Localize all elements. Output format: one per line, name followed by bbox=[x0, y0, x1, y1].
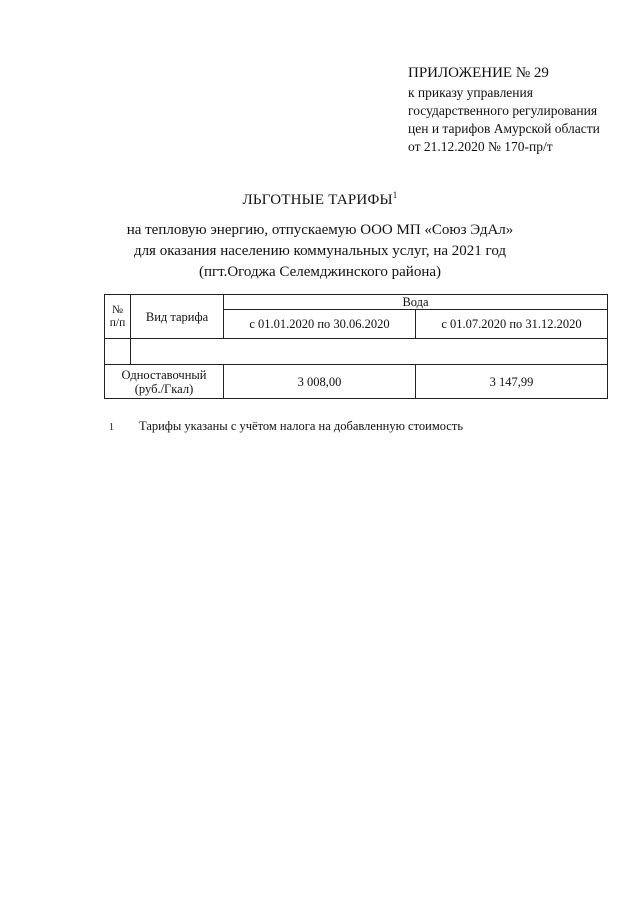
footnote-text: Тарифы указаны с учётом налога на добавленную стоимость bbox=[139, 419, 464, 433]
document-title-text: ЛЬГОТНЫЕ ТАРИФЫ bbox=[242, 192, 393, 208]
document-title bbox=[0, 190, 640, 209]
spacer-cell bbox=[105, 339, 131, 365]
spacer-cell bbox=[131, 339, 608, 365]
footnote bbox=[109, 419, 463, 434]
appendix-title: ПРИЛОЖЕНИЕ № 29 bbox=[408, 65, 549, 81]
subtitle-line: для оказания населению коммунальных услуг, на 2021 год bbox=[133, 243, 507, 259]
row-value-period-1: 3 008,00 bbox=[224, 365, 416, 399]
row-value-period-2: 3 147,99 bbox=[416, 365, 608, 399]
tariff-table bbox=[104, 294, 608, 399]
header-num: № п/п bbox=[105, 295, 131, 339]
header-period-1: с 01.01.2020 по 30.06.2020 bbox=[224, 310, 416, 339]
header-period-2: с 01.07.2020 по 31.12.2020 bbox=[416, 310, 608, 339]
header-water: Вода bbox=[224, 295, 608, 310]
title-footnote-mark: 1 bbox=[392, 190, 398, 200]
header-tariff-type: Вид тарифа bbox=[131, 295, 224, 339]
appendix-block bbox=[408, 64, 636, 156]
document-subtitle bbox=[0, 220, 640, 283]
table-row bbox=[105, 365, 608, 399]
appendix-line: государственного регулирования bbox=[408, 103, 598, 118]
appendix-line: цен и тарифов Амурской области bbox=[408, 121, 600, 136]
footnote-mark: 1 bbox=[109, 422, 114, 433]
subtitle-line: (пгт.Огоджа Селемджинского района) bbox=[198, 264, 442, 280]
subtitle-line: на тепловую энергию, отпускаемую ООО МП «Союз ЭдАл» bbox=[126, 222, 514, 238]
appendix-line: от 21.12.2020 № 170-пр/т bbox=[408, 139, 553, 154]
appendix-line: к приказу управления bbox=[408, 85, 533, 100]
row-tariff-type: Одноставочный (руб./Гкал) bbox=[105, 365, 224, 399]
